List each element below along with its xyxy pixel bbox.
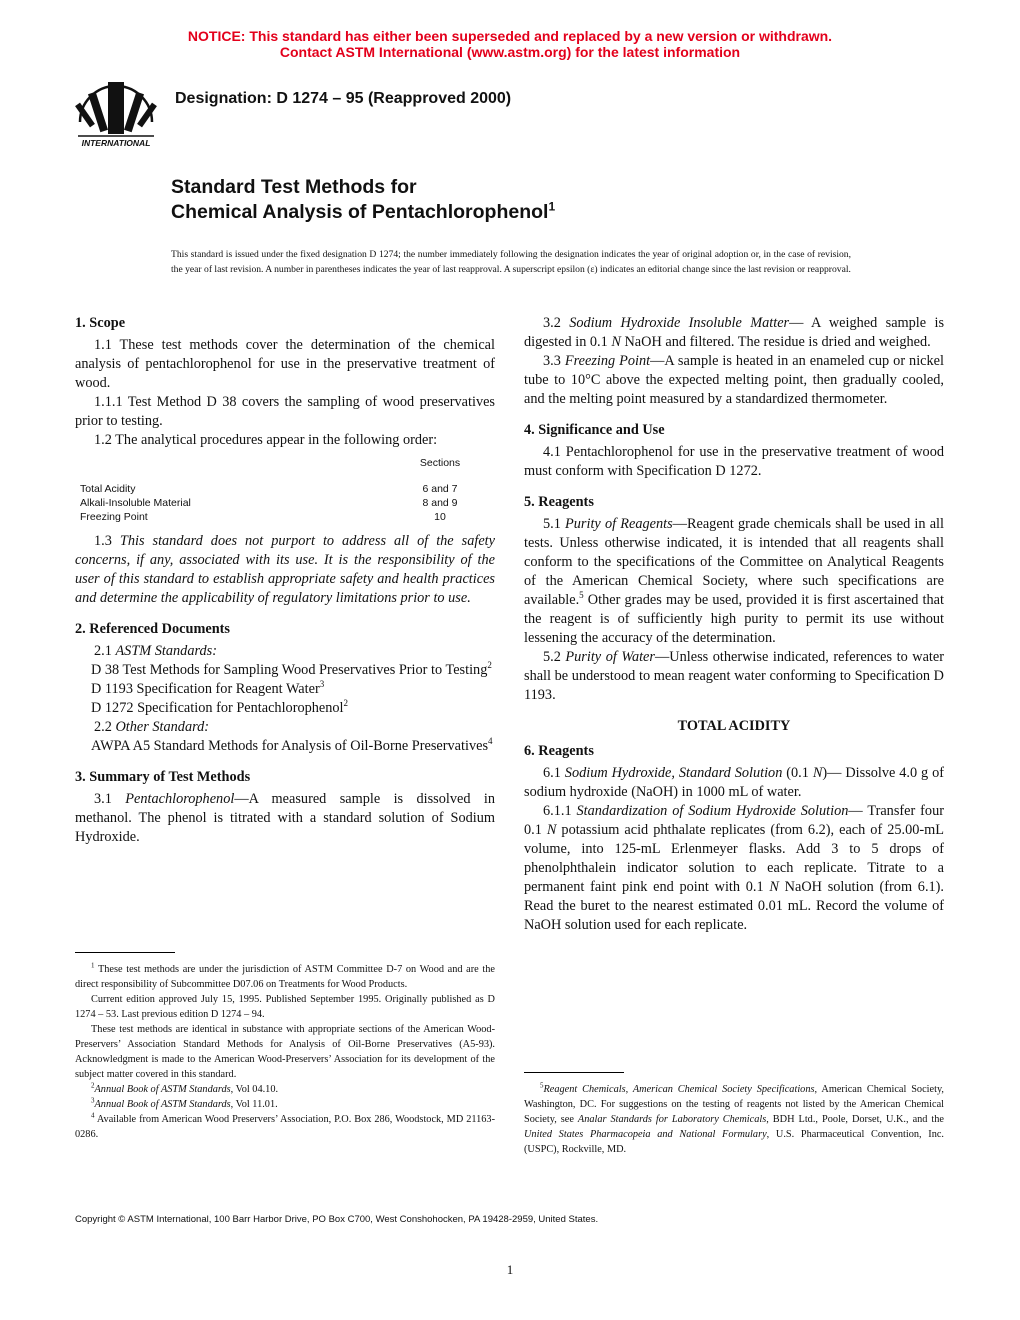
sections-table	[80, 456, 480, 524]
footnote-4: $^4$ Available from American Wood Preservers’ Association, P.O. Box 286, Woodstock, MD 21163-0286.	[75, 1111, 495, 1140]
designation: Designation: D 1274 – 95 (Reapproved 2000)	[175, 90, 512, 107]
para-1-1: 1.1 These test methods cover the determination of the chemical analysis of pentachlorophenol for use in the preservative treatment of wood.	[75, 337, 495, 391]
para-2-1: 2.1 ASTM Standards:	[94, 643, 217, 659]
sections-header: Sections	[419, 457, 461, 469]
footnote-5: $^5$Reagent Chemicals, American Chemical Society Specifications, American Chemical Society, Washington, DC. For suggestions on the testing of reagents not listed by the American Chemical Society, see Analar Standards for Laboratory Chemicals, BDH Ltd., Poole, Dorset, U.K., and the United States Pharmacopeia and National Formulary, U.S. Pharmaceutical Convention, Inc. (USPC), Rockville, MD.	[524, 1081, 944, 1155]
section-5-heading: 5. Reagents	[524, 494, 594, 510]
notice-line-2: Contact ASTM International (www.astm.org) for the latest information	[279, 44, 741, 60]
para-4-1: 4.1 Pentachlorophenol for use in the preservative treatment of wood must conform with Specification D 1272.	[524, 444, 944, 479]
para-5-1: 5.1 Purity of Reagents—Reagent grade chemicals shall be used in all tests. Unless otherwise indicated, it is intended that all reagents shall conform to the specifications of the Committee on Analytical Reagents of the American Chemical Society, where such specifications are available.$^5$ Other grades may be used, provided it is first ascertained that the reagent is of sufficiently high purity to permit its use without lessening the accuracy of the determination.	[524, 516, 944, 646]
footnotes-left	[75, 962, 495, 1142]
footnote-1b: Current edition approved July 15, 1995. Published September 1995. Originally published as D 1274 – 53. Last previous edition D 1274 – 94.	[75, 994, 495, 1020]
notice-line-1: NOTICE: This standard has either been superseded and replaced by a new version or withdrawn.	[187, 28, 833, 44]
document-title	[171, 175, 555, 225]
para-6-1-1: 6.1.1 Standardization of Sodium Hydroxide Solution— Transfer four 0.1 N potassium acid phthalate replicates (from 6.2), each of 25.00-mL volume, into 125-mL Erlenmeyer flasks. Add 3 to 5 drops of phenolphthalein indicator solution to each replicate. Titrate to a permanent faint pink end point with 0.1 N NaOH solution (from 6.1). Read the buret to the nearest estimated 0.01 mL. Record the volume of NaOH solution used for each replicate.	[524, 803, 945, 933]
table-row: Alkali-Insoluble Material 8 and 9	[80, 497, 458, 509]
table-row: Total Acidity 6 and 7	[80, 483, 458, 495]
section-4-heading: 4. Significance and Use	[524, 422, 665, 438]
footnote-divider-right	[524, 1072, 624, 1073]
footnotes-right	[524, 1082, 944, 1157]
reference-d1272: D 1272 Specification for Pentachlorophenol$^2$	[91, 698, 349, 716]
section-3-heading: 3. Summary of Test Methods	[75, 769, 251, 785]
para-1-1-1: 1.1.1 Test Method D 38 covers the sampling of wood preservatives prior to testing.	[75, 394, 495, 429]
para-3-1: 3.1 Pentachlorophenol—A measured sample is dissolved in methanol. The phenol is titrated with a standard solution of Sodium Hydroxide.	[75, 791, 495, 845]
issued-note: This standard is issued under the fixed designation D 1274; the number immediately following the designation indicates the year of original adoption or, in the case of revision, the year of last revision. A number in parentheses indicates the year of last reapproval. A superscript epsilon (ε) indicates an editorial change since the last revision or reapproval.	[171, 249, 851, 275]
para-3-3: 3.3 Freezing Point—A sample is heated in an enameled cup or nickel tube to 10°C above the expected melting point, then gradually cooled, and the melting point measured by a standardized thermometer.	[524, 353, 944, 407]
section-6-heading: 6. Reagents	[524, 743, 594, 759]
footnote-3: $^3$Annual Book of ASTM Standards, Vol 11.01.	[91, 1096, 278, 1110]
title-footnote-mark: 1	[548, 199, 556, 214]
reference-d38: D 38 Test Methods for Sampling Wood Preservatives Prior to Testing$^2$	[91, 660, 492, 678]
reference-awpa-a5: AWPA A5 Standard Methods for Analysis of Oil-Borne Preservatives$^4$	[91, 736, 493, 754]
total-acidity-heading: TOTAL ACIDITY	[677, 718, 791, 734]
para-6-1: 6.1 Sodium Hydroxide, Standard Solution (0.1 N)— Dissolve 4.0 g of sodium hydroxide (NaOH) in 1000 mL of water.	[524, 765, 945, 800]
para-1-2: 1.2 The analytical procedures appear in the following order:	[94, 432, 438, 448]
title-line-2: Chemical Analysis of Pentachlorophenol	[171, 201, 549, 223]
copyright: Copyright © ASTM International, 100 Barr Harbor Drive, PO Box C700, West Conshohocken, PA 19428-2959, United States.	[75, 1214, 599, 1225]
reference-d1193: D 1193 Specification for Reagent Water$^3$	[91, 679, 325, 697]
footnote-1: $^1$ These test methods are under the jurisdiction of ASTM Committee D-7 on Wood and are the direct responsibility of Subcommittee D07.06 on Treatments for Wood Products.	[75, 961, 495, 990]
footnote-1c: These test methods are identical in substance with appropriate sections of the American Wood-Preservers’ Association Standard Methods for Analysis of Oil-Borne Preservatives (A5-93). Acknowledgment is made to the American Wood-Preservers’ Association for its development of the subject matter covered in this standard.	[75, 1024, 495, 1080]
logo-text: INTERNATIONAL	[81, 138, 151, 148]
footnote-divider-left	[75, 952, 175, 953]
right-column	[524, 314, 944, 935]
para-5-2: 5.2 Purity of Water—Unless otherwise indicated, references to water shall be understood to mean reagent water conforming to Specification D 1193.	[524, 649, 945, 703]
para-3-2: 3.2 Sodium Hydroxide Insoluble Matter— A weighed sample is digested in 0.1 N NaOH and filtered. The residue is dried and weighed.	[524, 315, 945, 350]
title-line-1: Standard Test Methods for	[171, 176, 417, 198]
left-column	[75, 314, 495, 847]
footnote-2: $^2$Annual Book of ASTM Standards, Vol 04.10.	[91, 1081, 279, 1095]
para-1-3: 1.3 This standard does not purport to address all of the safety concerns, if any, associated with its use. It is the responsibility of the user of this standard to establish appropriate safety and health practices and determine the applicability of regulatory limitations prior to use.	[75, 533, 495, 606]
page-number: 1	[506, 1262, 514, 1277]
astm-logo	[72, 74, 160, 150]
withdrawn-notice	[0, 28, 1020, 60]
section-1-heading: 1. Scope	[75, 315, 126, 331]
section-2-heading: 2. Referenced Documents	[75, 621, 230, 637]
para-2-2: 2.2 Other Standard:	[94, 719, 210, 735]
table-row: Freezing Point 10	[80, 511, 446, 523]
